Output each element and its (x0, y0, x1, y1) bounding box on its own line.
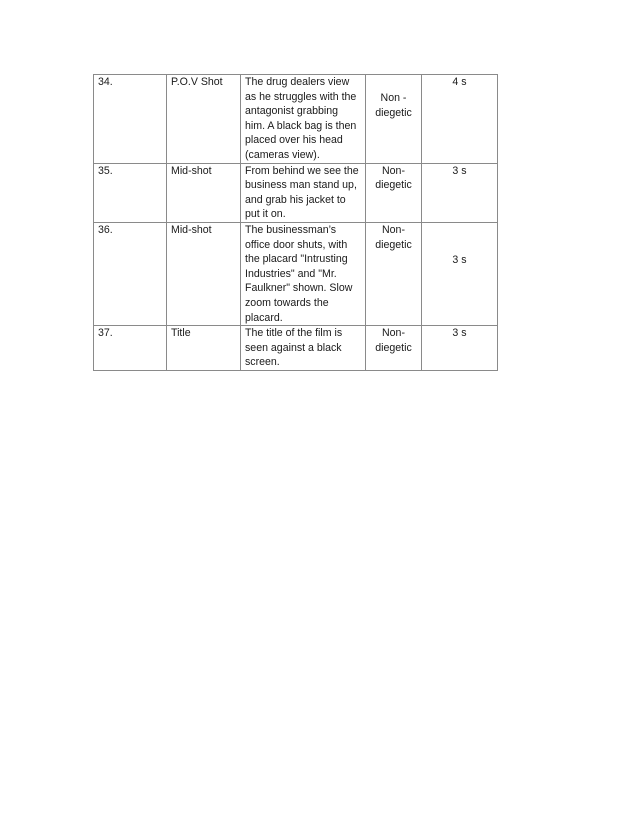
shot-type: P.O.V Shot (167, 75, 241, 164)
sound-line: diegetic (375, 341, 412, 354)
description-line: From behind we see the (245, 164, 359, 177)
description-line: placard. (245, 311, 283, 324)
table-row (94, 75, 498, 164)
shot-description (241, 75, 366, 164)
table-row (94, 222, 498, 325)
description-line: The title of the film is (245, 327, 343, 340)
shot-type: Mid-shot (167, 222, 241, 325)
description-line: (cameras view). (245, 148, 320, 161)
shot-number: 36. (94, 222, 167, 325)
shot-description (241, 163, 366, 222)
shot-sound (366, 75, 422, 164)
description-line: screen. (245, 356, 280, 369)
sound-line: Non- (382, 223, 405, 236)
sound-line: diegetic (375, 238, 412, 251)
description-line: him. A black bag is then (245, 119, 357, 132)
table-row (94, 326, 498, 371)
sound-line: Non- (382, 164, 405, 177)
shot-number: 35. (94, 163, 167, 222)
description-line: business man stand up, (245, 179, 357, 192)
shot-number: 37. (94, 326, 167, 371)
sound-line: Non - (380, 92, 407, 104)
description-line: The businessman’s (245, 223, 337, 236)
shot-duration: 3 s (422, 326, 498, 371)
shot-number: 34. (94, 75, 167, 164)
description-line: zoom towards the (245, 296, 329, 309)
description-line: Faulkner" shown. Slow (245, 282, 353, 295)
shot-type: Title (167, 326, 241, 371)
description-line: Industries" and "Mr. (245, 267, 337, 280)
description-line: antagonist grabbing (245, 105, 339, 118)
shot-list-table (93, 74, 498, 371)
sound-line: diegetic (375, 106, 412, 119)
sound-line: Non- (382, 327, 405, 340)
description-line: the placard "Intrusting (245, 253, 348, 266)
description-line: seen against a black (245, 341, 342, 354)
description-line: and grab his jacket to (245, 193, 346, 206)
description-line: The drug dealers view (245, 76, 350, 88)
shot-type: Mid-shot (167, 163, 241, 222)
shot-duration: 4 s (422, 75, 498, 164)
shot-duration: 3 s (422, 222, 498, 325)
shot-sound (366, 326, 422, 371)
description-line: as he struggles with the (245, 90, 357, 103)
shot-description (241, 222, 366, 325)
sound-line: diegetic (375, 179, 412, 192)
shot-sound (366, 222, 422, 325)
description-line: placed over his head (245, 134, 343, 147)
shot-duration: 3 s (422, 163, 498, 222)
description-line: office door shuts, with (245, 238, 348, 251)
shot-description (241, 326, 366, 371)
description-line: put it on. (245, 208, 286, 221)
shot-sound (366, 163, 422, 222)
table-row (94, 163, 498, 222)
